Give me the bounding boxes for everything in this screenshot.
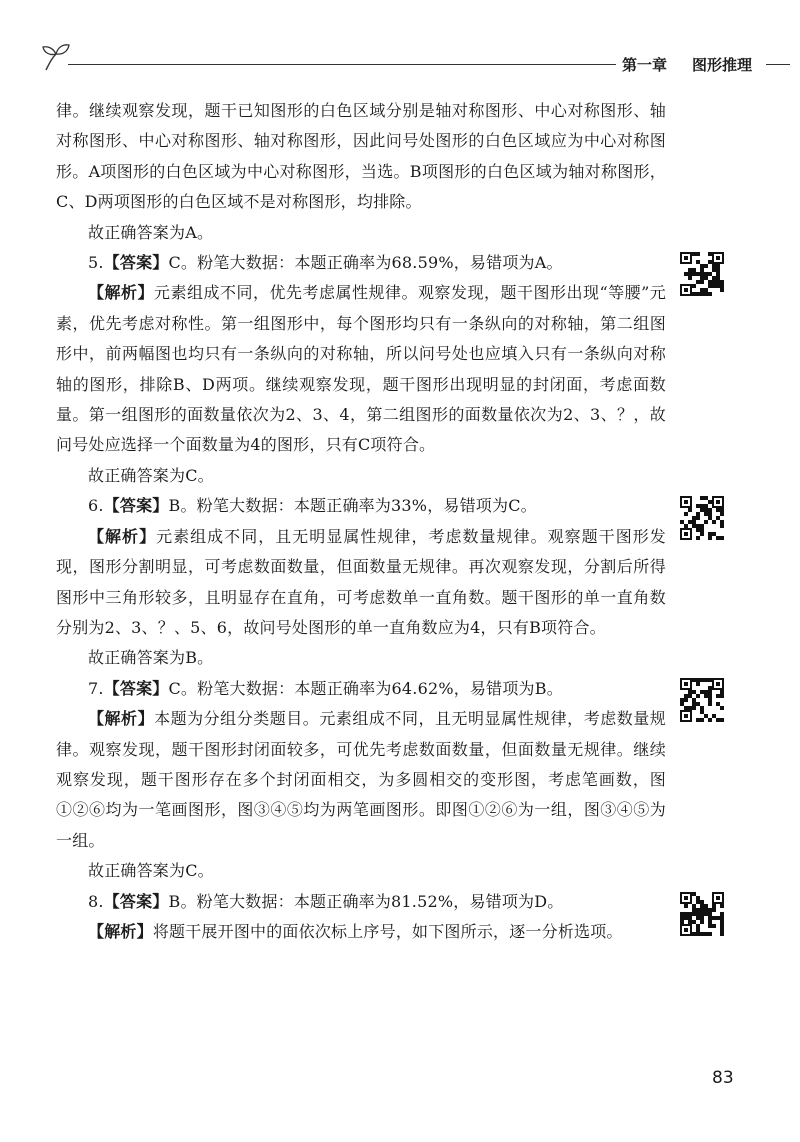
answer-label: 【答案】 [103,678,169,698]
header-rule-left [68,64,616,65]
header-rule-right [766,64,790,65]
analysis-label: 【解析】 [88,709,155,729]
question-number: 6. [88,496,104,516]
answer-text: C。粉笔大数据：本题正确率为64.62%，易错项为B。 [168,678,563,698]
analysis-label: 【解析】 [88,921,153,941]
leaf-icon [40,40,74,74]
question-analysis-5 [56,278,666,460]
answer-text: B。粉笔大数据：本题正确率为33%，易错项为C。 [168,496,537,516]
question-conclusion-6: 故正确答案为B。 [88,648,214,668]
answer-text: C。粉笔大数据：本题正确率为68.59%，易错项为A。 [168,253,563,273]
analysis-label: 【解析】 [88,526,157,546]
answer-label: 【答案】 [103,253,169,273]
answer-label: 【答案】 [103,496,169,516]
analysis-label: 【解析】 [88,283,154,303]
question-number: 7. [88,678,104,698]
question-analysis-8 [56,917,666,947]
question-conclusion-5: 故正确答案为C。 [88,465,214,485]
question-number: 8. [88,891,104,911]
chapter-label: 第一章 [622,56,668,74]
question-analysis-6 [56,522,666,644]
question-number: 5. [88,253,104,273]
analysis-text: 元素组成不同，优先考虑属性规律。观察发现，题干图形出现“等腰”元素，优先考虑对称性。第一组图形中，每个图形均只有一条纵向的对称轴，第二组图形中，前两幅图也均只有一条纵向的对称轴，所以问号处也应填入只有一条纵向对称轴的图形，排除B、D两项。继续观察发现，题干图形出现明显的封闭面，考虑面数量。第一组图形的面数量依次为2、3、4，第二组图形的面数量依次为2、3、？，故问号处应选择一个面数量为4的图形，只有C项符合。 [56,283,666,455]
qr-code-icon[interactable] [680,678,724,722]
running-header [38,40,790,76]
paragraph: 律。继续观察发现，题干已知图形的白色区域分别是轴对称图形、中心对称图形、轴对称图形、中心对称图形、轴对称图形，因此问号处图形的白色区域应为中心对称图形。A项图形的白色区域为中心对称图形，当选。B项图形的白色区域为轴对称图形，C、D两项图形的白色区域不是对称图形，均排除。 [56,101,666,212]
question-analysis-7 [56,704,666,856]
question-answer-6 [56,491,666,521]
qr-code-icon[interactable] [680,892,724,936]
qr-code-icon[interactable] [680,252,724,296]
qr-code-icon[interactable] [680,496,724,540]
question-conclusion-7: 故正确答案为C。 [88,861,214,881]
analysis-text: 将题干展开图中的面依次标上序号，如下图所示，逐一分析选项。 [152,921,623,941]
page-content [56,96,666,947]
question-answer-7 [56,674,666,704]
paragraph-conclusion: 故正确答案为A。 [88,222,214,242]
answer-text: B。粉笔大数据：本题正确率为81.52%，易错项为D。 [168,891,564,911]
question-answer-5 [56,248,666,278]
answer-label: 【答案】 [103,891,169,911]
analysis-text: 元素组成不同，且无明显属性规律，考虑数量规律。观察题干图形发现，图形分割明显，可考虑数面数量，但面数量无规律。再次观察发现，分割后所得图形中三角形较多，且明显存在直角，可考虑数单一直角数。题干图形的单一直角数分别为2、3、？、5、6，故问号处图形的单一直角数应为4，只有B项符合。 [56,526,666,637]
chapter-title: 图形推理 [692,56,753,74]
question-answer-8 [56,887,666,917]
page-number: 83 [712,1068,734,1088]
analysis-text: 本题为分组分类题目。元素组成不同，且无明显属性规律，考虑数量规律。观察发现，题干图形封闭面较多，可优先考虑数面数量，但面数量无规律。继续观察发现，题干图形存在多个封闭面相交，为多圆相交的变形图，考虑笔画数，图①②⑥均为一笔画图形，图③④⑤均为两笔画图形。即图①②⑥为一组，图③④⑤为一组。 [56,709,666,850]
